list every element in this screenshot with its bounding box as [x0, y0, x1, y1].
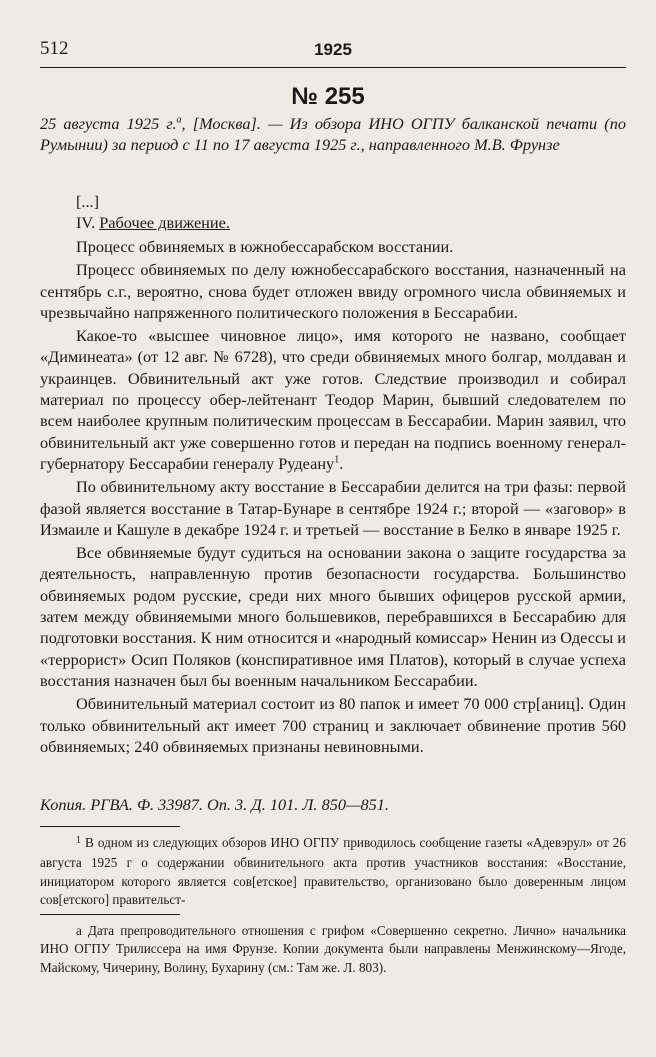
paragraph-text: Какое-то «высшее чиновное лицо», имя которого не названо, сообщает «Диминеата» (от 12 авг. № 6728), что среди обвиняемых много болгар, молдаван и украинцев. Обвинительный акт уже готов. Следствие производил и собирал материал по процессу обер-лейтенант Теодор Марин, бывший следователем по всем наиболее крупным политическим процессам в Бессарабии. Марин заявил, что обвинительный акт уже совершенно готов и передан на подпись военному генерал-губернатору Бессарабии генералу Рудеану: [40, 326, 626, 473]
footnote-rule: [40, 914, 180, 915]
footnote-1-mark: 1: [76, 835, 81, 846]
footnote-1-text: В одном из следующих обзоров ИНО ОГПУ приводилось сообщение газеты «Адевэрул» от 26 августа 1925 г о содержании обвинительного акта против участников восстания: «Восстание, инициатором которого является сов[етское] правительство, организовано было доверенным лицом сов[етского] правительст-: [40, 835, 626, 908]
section-title: [76, 213, 230, 233]
archival-source: Копия. РГВА. Ф. 33987. Оп. 3. Д. 101. Л. 850—851.: [40, 795, 389, 814]
document-body: [40, 236, 626, 759]
page-header: [40, 38, 626, 68]
section-title-text: Рабочее движение.: [99, 213, 230, 232]
omission-mark: [...]: [76, 192, 100, 211]
document-heading: [40, 113, 626, 155]
page-number: 512: [40, 38, 69, 59]
heading-date: 25 августа 1925 г.: [40, 114, 177, 133]
footnote-a-text: Дата препроводительного отношения с грифом «Совершенно секретно. Лично» начальника ИНО ОГПУ Трилиссера на имя Фрунзе. Копии документа были направлены Менжинскому—Ягоде, Майскому, Чичерину, Волину, Бухарину (см.: Там же. Л. 803).: [40, 923, 626, 975]
heading-footnote-mark: а: [176, 114, 182, 126]
paragraph: Процесс обвиняемых по делу южнобессарабского восстания, назначенный на сентябрь с.г., вероятно, снова будет отложен ввиду огромного числа обвиняемых и чрезвычайно напряженного политического положения в Бессарабии.: [40, 260, 626, 322]
document-number: № 255: [291, 83, 365, 110]
footnote-a-mark: а: [76, 923, 82, 938]
footnote-ref: 1: [334, 454, 340, 466]
paragraph-end: .: [339, 453, 344, 473]
paragraph: По обвинительному акту восстание в Бессарабии делится на три фазы: первой фазой является восстание в Татар-Бунаре в сентябре 1924 г.; второй — «заговор» в Измаиле и Кашуле в декабре 1924 г. и третьей — восстание в Белко в январе 1925 г.: [40, 477, 626, 539]
header-rule: [40, 67, 626, 68]
paragraph: [40, 325, 626, 474]
paragraph: Процесс обвиняемых в южнобессарабском восстании.: [76, 237, 454, 256]
heading-text: , [Москва]. — Из обзора ИНО ОГПУ балканской печати (по Румынии) за период с 11 по 17 августа 1925 г., направленного М.В. Фрунзе: [40, 114, 626, 154]
footnote-1: [40, 834, 626, 910]
paragraph: Все обвиняемые будут судиться на основании закона о защите государства за деятельность, направленную против безопасности государства. Большинство обвиняемых родом русские, среди них много бывших офицеров русской армии, затем между обвиняемыми много большевиков, перебравшихся в Бессарабию для подготовки восстания. К ним относится и «народный комиссар» Ненин из Одессы и «террорист» Осип Поляков (конспиративное имя Платов), который в случае успеха восстания назначен был бы военным начальником Бессарабии.: [40, 543, 626, 690]
footnote-a: [40, 922, 626, 977]
footnote-rule: [40, 826, 180, 827]
running-year: 1925: [314, 40, 352, 59]
section-number: IV.: [76, 213, 96, 232]
paragraph: Обвинительный материал состоит из 80 папок и имеет 70 000 стр[аниц]. Один только обвинительный акт имеет 700 страниц и заключает обвинение против 560 обвиняемых; 240 обвиняемых признаны невиновными.: [40, 694, 626, 756]
